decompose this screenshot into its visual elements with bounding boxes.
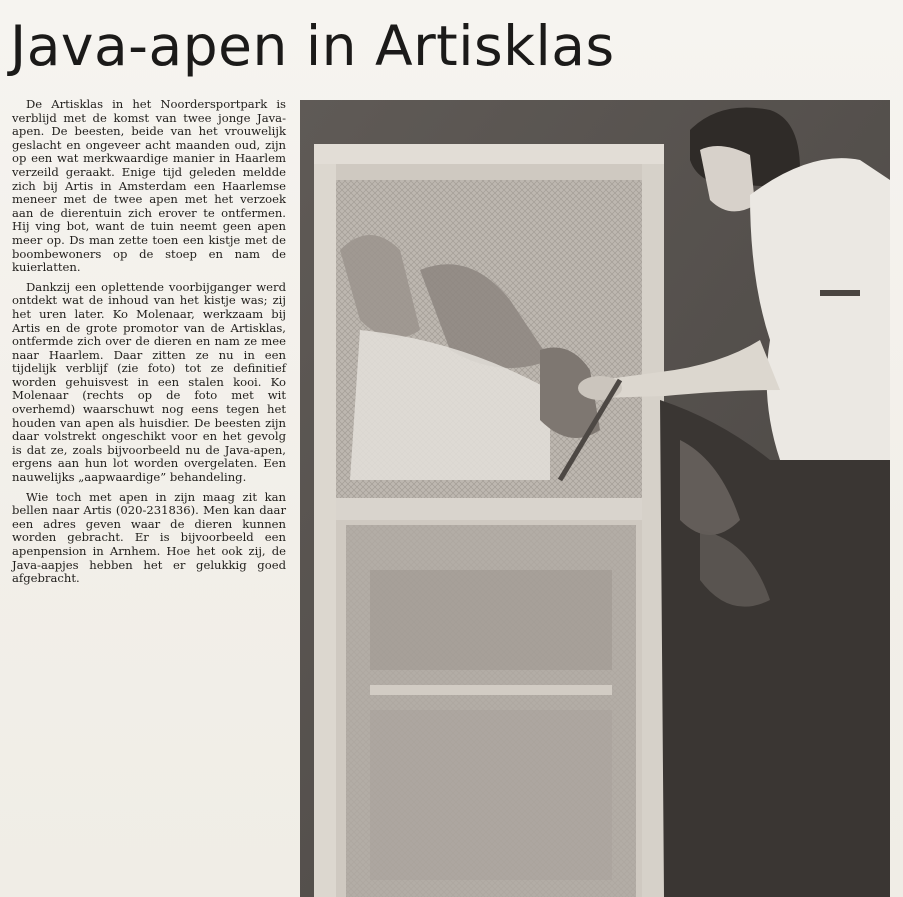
man-shirt — [750, 158, 890, 460]
shirt-pocket — [820, 290, 860, 296]
article-paragraph-1: De Artisklas in het Noordersportpark is verblijd met de komst van twee jonge Java-apen. De beesten, beide van het vrouwelijk geslacht en ongeveer acht maanden oud, zijn op een wat merkwaardige manier in Haarlem verzeild geraakt. Enige tijd geleden meldde zich bij Artis in Amsterdam een Haarlemse meneer met de twee apen met het verzoek aan de dierentuin zich erover te ontfermen. Hij ving bot, want de tuin neemt geen apen meer op. Ds man zette toen een kistje met de boombewoners op de stoep en nam de kuierlatten. — [12, 97, 286, 275]
cage-divider — [314, 498, 664, 520]
article-paragraph-3: Wie toch met apen in zijn maag zit kan bellen naar Artis (020-231836). Men kan daar een adres geven waar de dieren kunnen worden gebracht. Er is bijvoorbeeld een apenpension in Arnhem. Hoe het ook zij, de Java-aapjes hebben het er gelukkig goed afgebracht. — [12, 489, 286, 586]
cage — [314, 144, 664, 897]
article-body — [12, 98, 286, 592]
news-photo — [300, 100, 890, 897]
photo-illustration — [300, 100, 890, 897]
headline: Java-apen in Artisklas — [10, 14, 615, 78]
article-paragraph-2: Dankzij een oplettende voorbijganger werd ontdekt wat de inhoud van het kistje was; zij het uren later. Ko Molenaar, werkzaam bij Artis en de grote promotor van de Artisklas, ontfermde zich over de dieren en nam ze mee naar Haarlem. Daar zitten ze nu in een tijdelijk verblijf (zie foto) tot ze definitief worden gehuisvest in een stalen kooi. Ko Molenaar (rechts op de foto met wit overhemd) waarschuwt nog eens tegen het houden van apen als huisdier. De beesten zijn daar volstrekt ongeschikt voor en het gevolg is dat ze, zoals bijvoorbeeld nu de Java-apen, ergens aan hun lot worden overgelaten. Een nauwelijks „aapwaardige” behandeling. — [12, 279, 286, 485]
